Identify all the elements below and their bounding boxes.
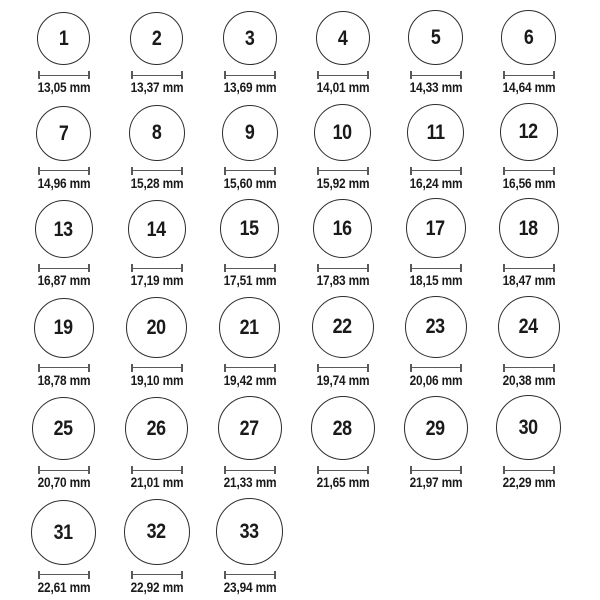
ring-size-cell bbox=[17, 397, 110, 490]
ring-size-cell bbox=[389, 296, 482, 388]
diameter-measure-line bbox=[38, 167, 90, 175]
diameter-measure-line bbox=[131, 466, 183, 474]
measure-line-bar bbox=[133, 367, 181, 368]
measure-line-bar bbox=[505, 470, 553, 471]
ring-size-cell bbox=[203, 199, 296, 288]
ring-size-cell bbox=[110, 200, 203, 288]
diameter-label: 20,06 mm bbox=[409, 372, 462, 388]
ring-size-number: 5 bbox=[430, 26, 441, 49]
measure-line-bar bbox=[226, 268, 274, 269]
measure-line-bar bbox=[319, 268, 367, 269]
diameter-label: 20,70 mm bbox=[37, 475, 90, 490]
ring-size-number: 8 bbox=[151, 121, 162, 144]
diameter-measure-line bbox=[224, 71, 276, 79]
ring-size-number: 17 bbox=[425, 216, 445, 240]
ring-size-cell bbox=[203, 396, 296, 490]
diameter-measure-line bbox=[224, 571, 276, 579]
measure-line-bar bbox=[412, 470, 460, 471]
ring-circle bbox=[31, 500, 96, 565]
ring-size-cell bbox=[482, 103, 575, 191]
ring-size-cell bbox=[110, 397, 203, 490]
measure-line-bar bbox=[226, 75, 274, 76]
measure-line-bar bbox=[412, 170, 460, 171]
diameter-measure-line bbox=[131, 71, 183, 79]
measure-line-bar bbox=[412, 75, 460, 76]
chart-row bbox=[17, 103, 575, 191]
ring-size-number: 26 bbox=[146, 417, 166, 440]
ring-circle bbox=[498, 296, 560, 358]
diameter-label: 14,64 mm bbox=[502, 80, 555, 95]
ring-size-number: 18 bbox=[518, 216, 538, 240]
measure-line-bar bbox=[133, 170, 181, 171]
diameter-measure-line bbox=[410, 264, 462, 272]
ring-size-number: 28 bbox=[332, 416, 352, 440]
diameter-measure-line bbox=[131, 364, 183, 372]
ring-size-number: 32 bbox=[146, 520, 166, 543]
diameter-label: 19,42 mm bbox=[223, 372, 276, 388]
measure-line-bar bbox=[319, 470, 367, 471]
ring-size-number: 14 bbox=[146, 217, 166, 241]
diameter-label: 19,10 mm bbox=[130, 372, 183, 388]
diameter-label: 13,69 mm bbox=[223, 80, 276, 95]
measure-line-bar bbox=[133, 75, 181, 76]
diameter-label: 17,83 mm bbox=[316, 273, 369, 288]
ring-size-cell bbox=[482, 296, 575, 388]
diameter-measure-line bbox=[503, 364, 555, 372]
diameter-label: 15,28 mm bbox=[130, 175, 183, 191]
ring-size-cell bbox=[296, 199, 389, 288]
diameter-measure-line bbox=[38, 71, 90, 79]
diameter-label: 22,92 mm bbox=[130, 579, 183, 595]
chart-row bbox=[17, 198, 575, 288]
ring-size-number: 13 bbox=[53, 217, 73, 241]
ring-size-cell bbox=[389, 10, 482, 95]
ring-circle bbox=[404, 396, 468, 460]
ring-size-cell bbox=[17, 500, 110, 595]
diameter-measure-line bbox=[224, 167, 276, 175]
ring-size-number: 6 bbox=[523, 26, 534, 49]
ring-circle bbox=[218, 396, 282, 460]
ring-circle bbox=[220, 199, 279, 258]
measure-line-bar bbox=[133, 574, 181, 575]
ring-size-cell bbox=[296, 11, 389, 95]
ring-size-cell bbox=[110, 297, 203, 388]
diameter-measure-line bbox=[503, 71, 555, 79]
ring-size-cell bbox=[482, 10, 575, 95]
diameter-label: 18,47 mm bbox=[502, 273, 555, 288]
measure-line-bar bbox=[226, 170, 274, 171]
diameter-label: 14,96 mm bbox=[37, 175, 90, 191]
ring-circle bbox=[312, 296, 374, 358]
diameter-label: 21,33 mm bbox=[223, 475, 276, 490]
ring-size-cell bbox=[110, 12, 203, 95]
diameter-measure-line bbox=[317, 71, 369, 79]
diameter-label: 22,61 mm bbox=[37, 579, 90, 595]
ring-size-cell bbox=[296, 104, 389, 191]
ring-size-cell bbox=[17, 200, 110, 288]
ring-circle bbox=[126, 297, 187, 358]
diameter-label: 16,24 mm bbox=[409, 175, 462, 191]
diameter-measure-line bbox=[38, 364, 90, 372]
ring-size-number: 16 bbox=[332, 217, 352, 240]
diameter-measure-line bbox=[224, 264, 276, 272]
diameter-label: 13,37 mm bbox=[130, 80, 183, 95]
ring-size-cell bbox=[203, 498, 296, 595]
diameter-label: 17,51 mm bbox=[223, 273, 276, 288]
ring-circle bbox=[37, 12, 90, 65]
ring-size-number: 9 bbox=[244, 121, 255, 144]
ring-size-number: 33 bbox=[239, 519, 259, 543]
ring-size-cell bbox=[203, 297, 296, 388]
measure-line-bar bbox=[40, 75, 88, 76]
measure-line-bar bbox=[226, 470, 274, 471]
ring-circle bbox=[124, 499, 190, 565]
ring-size-number: 11 bbox=[426, 120, 445, 144]
ring-circle bbox=[222, 105, 278, 161]
ring-circle bbox=[34, 298, 94, 358]
measure-line-bar bbox=[226, 574, 274, 575]
ring-size-cell bbox=[110, 105, 203, 191]
diameter-measure-line bbox=[317, 167, 369, 175]
diameter-measure-line bbox=[503, 264, 555, 272]
ring-size-cell bbox=[17, 298, 110, 388]
measure-line-bar bbox=[319, 75, 367, 76]
chart-row bbox=[17, 395, 575, 490]
diameter-measure-line bbox=[224, 466, 276, 474]
measure-line-bar bbox=[226, 367, 274, 368]
measure-line-bar bbox=[505, 367, 553, 368]
ring-size-number: 12 bbox=[518, 120, 538, 143]
diameter-label: 17,19 mm bbox=[130, 273, 183, 288]
measure-line-bar bbox=[40, 367, 88, 368]
measure-line-bar bbox=[319, 170, 367, 171]
ring-size-number: 7 bbox=[58, 121, 69, 145]
chart-row bbox=[17, 10, 575, 95]
ring-circle bbox=[35, 200, 93, 258]
ring-size-number: 20 bbox=[146, 315, 166, 339]
ring-circle bbox=[130, 12, 183, 65]
ring-size-number: 27 bbox=[239, 416, 259, 440]
ring-circle bbox=[125, 397, 188, 460]
diameter-measure-line bbox=[503, 466, 555, 474]
ring-size-number: 4 bbox=[337, 26, 348, 50]
ring-circle bbox=[406, 198, 466, 258]
ring-circle bbox=[499, 198, 559, 258]
measure-line-bar bbox=[40, 170, 88, 171]
ring-size-number: 2 bbox=[151, 27, 162, 50]
ring-size-number: 3 bbox=[244, 26, 255, 50]
ring-circle bbox=[219, 297, 280, 358]
ring-size-cell bbox=[389, 198, 482, 288]
ring-size-cell bbox=[110, 499, 203, 595]
diameter-measure-line bbox=[38, 264, 90, 272]
diameter-label: 16,87 mm bbox=[37, 273, 90, 288]
chart-row bbox=[17, 296, 575, 388]
diameter-label: 21,01 mm bbox=[130, 475, 183, 490]
diameter-label: 15,92 mm bbox=[316, 175, 369, 191]
ring-circle bbox=[32, 397, 95, 460]
ring-size-number: 19 bbox=[53, 316, 73, 339]
ring-circle bbox=[500, 103, 558, 161]
ring-circle bbox=[408, 10, 463, 65]
diameter-measure-line bbox=[38, 466, 90, 474]
measure-line-bar bbox=[40, 574, 88, 575]
diameter-measure-line bbox=[317, 264, 369, 272]
measure-line-bar bbox=[412, 268, 460, 269]
ring-size-cell bbox=[389, 396, 482, 490]
diameter-label: 15,60 mm bbox=[223, 175, 276, 191]
diameter-label: 21,65 mm bbox=[316, 475, 369, 490]
ring-circle bbox=[223, 11, 277, 65]
diameter-label: 16,56 mm bbox=[502, 175, 555, 191]
ring-circle bbox=[314, 104, 371, 161]
ring-circle bbox=[501, 10, 556, 65]
ring-circle bbox=[405, 296, 467, 358]
ring-size-cell bbox=[203, 11, 296, 95]
measure-line-bar bbox=[319, 367, 367, 368]
ring-circle bbox=[128, 200, 186, 258]
ring-circle bbox=[407, 104, 464, 161]
measure-line-bar bbox=[505, 75, 553, 76]
diameter-label: 13,05 mm bbox=[37, 80, 90, 95]
ring-circle bbox=[496, 395, 561, 460]
ring-size-number: 31 bbox=[53, 520, 73, 544]
diameter-label: 21,97 mm bbox=[409, 475, 462, 490]
diameter-measure-line bbox=[410, 466, 462, 474]
measure-line-bar bbox=[505, 268, 553, 269]
ring-circle bbox=[313, 199, 372, 258]
ring-circle bbox=[129, 105, 185, 161]
diameter-measure-line bbox=[317, 466, 369, 474]
measure-line-bar bbox=[40, 470, 88, 471]
ring-size-number: 21 bbox=[239, 315, 259, 339]
ring-size-cell bbox=[203, 105, 296, 191]
ring-circle bbox=[316, 11, 370, 65]
diameter-label: 19,74 mm bbox=[316, 372, 369, 388]
ring-size-number: 25 bbox=[53, 417, 73, 440]
diameter-measure-line bbox=[503, 167, 555, 175]
ring-size-cell bbox=[482, 395, 575, 490]
ring-circle bbox=[311, 396, 375, 460]
diameter-measure-line bbox=[224, 364, 276, 372]
ring-size-number: 1 bbox=[58, 27, 69, 50]
diameter-label: 20,38 mm bbox=[502, 372, 555, 388]
diameter-measure-line bbox=[410, 71, 462, 79]
ring-size-number: 23 bbox=[425, 315, 445, 338]
diameter-label: 22,29 mm bbox=[502, 475, 555, 490]
diameter-measure-line bbox=[131, 167, 183, 175]
diameter-label: 14,01 mm bbox=[316, 80, 369, 95]
diameter-measure-line bbox=[410, 364, 462, 372]
ring-size-number: 10 bbox=[332, 120, 352, 144]
ring-size-cell bbox=[389, 104, 482, 191]
diameter-label: 14,33 mm bbox=[409, 80, 462, 95]
diameter-measure-line bbox=[410, 167, 462, 175]
ring-circle bbox=[216, 498, 283, 565]
measure-line-bar bbox=[133, 470, 181, 471]
diameter-measure-line bbox=[38, 571, 90, 579]
diameter-label: 18,78 mm bbox=[37, 372, 90, 388]
ring-size-number: 22 bbox=[332, 315, 352, 338]
measure-line-bar bbox=[412, 367, 460, 368]
diameter-measure-line bbox=[131, 264, 183, 272]
ring-size-cell bbox=[482, 198, 575, 288]
ring-size-cell bbox=[296, 396, 389, 490]
diameter-label: 23,94 mm bbox=[223, 579, 276, 595]
ring-circle bbox=[36, 106, 91, 161]
ring-size-cell bbox=[17, 12, 110, 95]
ring-size-number: 24 bbox=[518, 315, 538, 338]
ring-size-number: 15 bbox=[239, 217, 259, 240]
chart-row bbox=[17, 498, 575, 595]
ring-size-cell bbox=[296, 296, 389, 388]
ring-size-cell bbox=[17, 106, 110, 191]
diameter-measure-line bbox=[317, 364, 369, 372]
measure-line-bar bbox=[40, 268, 88, 269]
ring-size-number: 29 bbox=[425, 416, 445, 440]
diameter-measure-line bbox=[131, 571, 183, 579]
measure-line-bar bbox=[505, 170, 553, 171]
diameter-label: 18,15 mm bbox=[409, 273, 462, 288]
ring-size-chart bbox=[17, 0, 575, 594]
measure-line-bar bbox=[133, 268, 181, 269]
ring-size-number: 30 bbox=[518, 416, 538, 439]
